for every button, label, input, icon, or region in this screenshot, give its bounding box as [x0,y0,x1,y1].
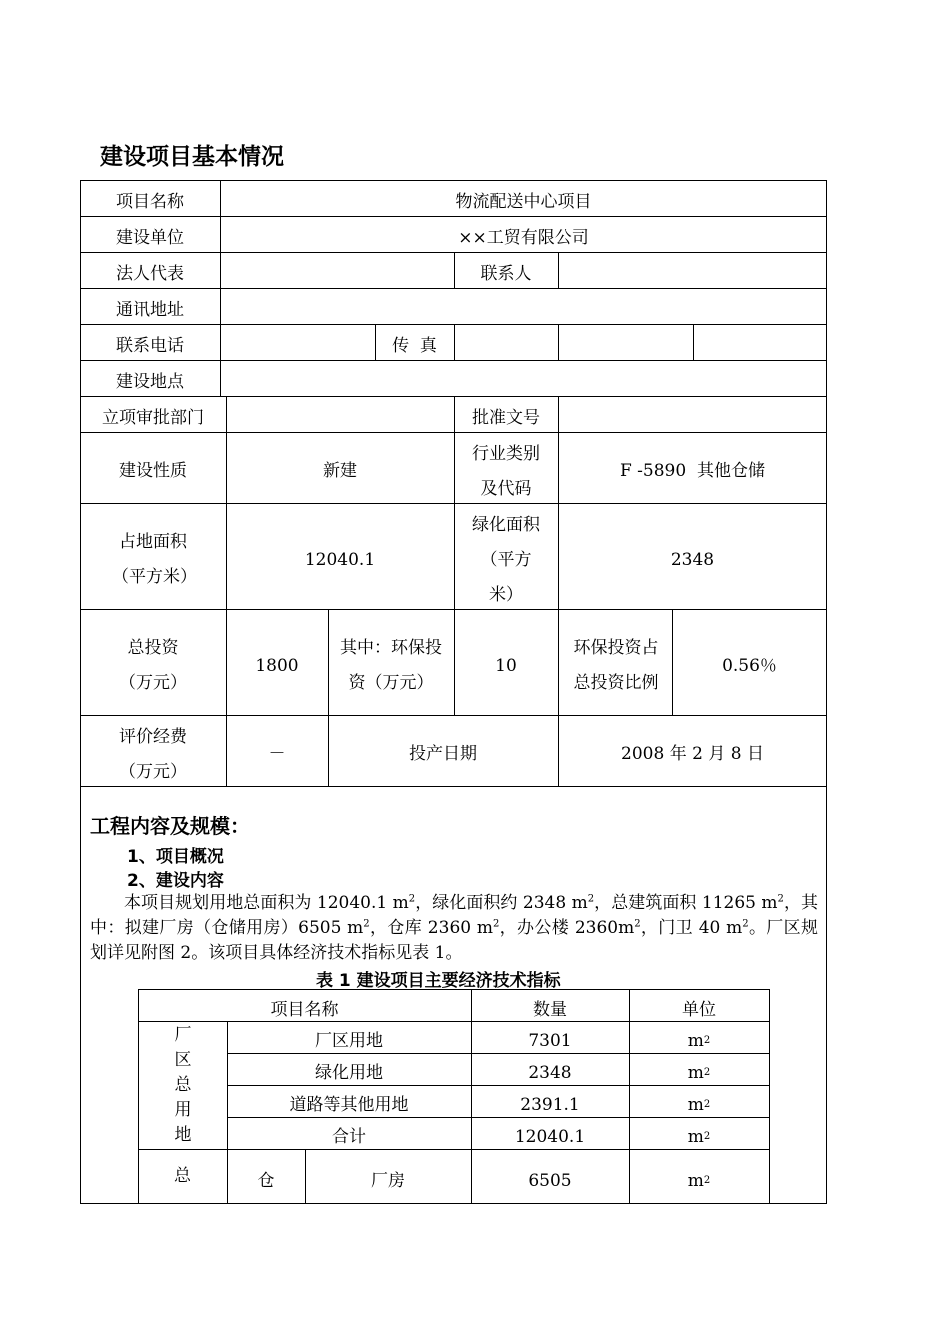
table-row: 合计 [332,1127,366,1147]
unit-cell: m 2 [687,1031,711,1051]
header-qty: 数量 [533,1000,567,1020]
area-label: 占地面积（平方米） [112,532,197,587]
builder-label: 建设单位 [116,227,184,248]
unit-cell: m 2 [687,1171,711,1191]
item-overview: 1、项目概况 [127,847,224,867]
eval-fee-label: 评价经费（万元） [119,726,187,782]
header-name: 项目名称 [270,1000,339,1020]
qty-cell: 6505 [528,1171,572,1191]
legal-rep-value [220,256,454,292]
invest-value: 1800 [255,655,299,676]
site-label: 建设地点 [116,371,184,392]
env-invest-value: 10 [495,655,517,676]
phone-value [220,328,375,364]
qty-cell: 2391.1 [520,1095,580,1115]
nature-label: 建设性质 [119,461,187,481]
table-caption: 表 1 建设项目主要经济技术指标 [316,971,561,991]
page-title: 建设项目基本情况 [100,144,284,170]
approval-doc-value [558,400,827,436]
builder-value: ××工贸有限公司 [458,227,589,248]
env-invest-label: 其中：环保投资（万元） [340,638,442,693]
industry-label: 行业类别及代码 [472,443,540,499]
site-value [220,364,827,400]
legal-rep-label: 法人代表 [116,263,184,284]
table-row: 厂区用地 [315,1031,383,1051]
qty-cell: 7301 [528,1031,572,1051]
start-date-label: 投产日期 [409,744,477,764]
table-row: 绿化用地 [315,1063,383,1083]
approval-dept-value [226,400,454,436]
unit-cell: m 2 [687,1095,711,1115]
address-value [220,292,827,328]
section-heading: 工程内容及规模： [90,814,250,838]
area-value: 12040.1 [304,549,376,570]
eval-fee-value: － [268,744,286,764]
address-label: 通讯地址 [116,299,184,320]
qty-cell: 2348 [528,1063,572,1083]
env-ratio-label: 环保投资占总投资比例 [573,638,659,693]
green-value: 2348 [670,549,715,570]
invest-label: 总投资（万元） [119,638,187,693]
subgroup-storage: 仓 [257,1171,275,1191]
item-content: 2、建设内容 [127,871,224,891]
unit-cell: m 2 [687,1063,711,1083]
nature-value: 新建 [323,461,357,481]
qty-cell: 12040.1 [514,1127,586,1147]
env-ratio-value: 0.56％ [722,655,777,676]
phone-label: 联系电话 [116,335,184,356]
project-name-label: 项目名称 [116,191,184,212]
contact-label: 联系人 [480,263,532,284]
start-date-value: 2008 年 2 月 8 日 [621,744,764,764]
industry-value: F -5890 其他仓储 [619,461,765,481]
approval-dept-label: 立项审批部门 [102,407,204,428]
approval-doc-label: 批准文号 [472,407,540,428]
fax-label: 传 真 [392,335,437,356]
project-name-value: 物流配送中心项目 [455,191,592,212]
group-site-land: 厂区总用地 [174,1024,192,1145]
group-total-building: 总 [174,1166,191,1186]
table-row: 厂房 [371,1171,405,1191]
table-row: 道路等其他用地 [289,1095,409,1115]
contact-value [558,256,827,292]
fax-value [454,328,558,364]
header-unit: 单位 [682,1000,716,1020]
unit-cell: m 2 [687,1127,711,1147]
content-paragraph: 本项目规划用地总面积为 12040.1 $m^2$，绿化面积约 2348 $m^2$，总建筑面积 11265 $m^2$，其中：拟建厂房（仓储用房）6505 $m^2$，仓库 2360 $m^2$，办公楼 $2360m^2$，门卫 40 $m^2$。厂区规划详见附图 2。该项目具体经济技术指标见表 1。 [90,893,819,963]
green-label: 绿化面积（平方米） [472,514,540,605]
